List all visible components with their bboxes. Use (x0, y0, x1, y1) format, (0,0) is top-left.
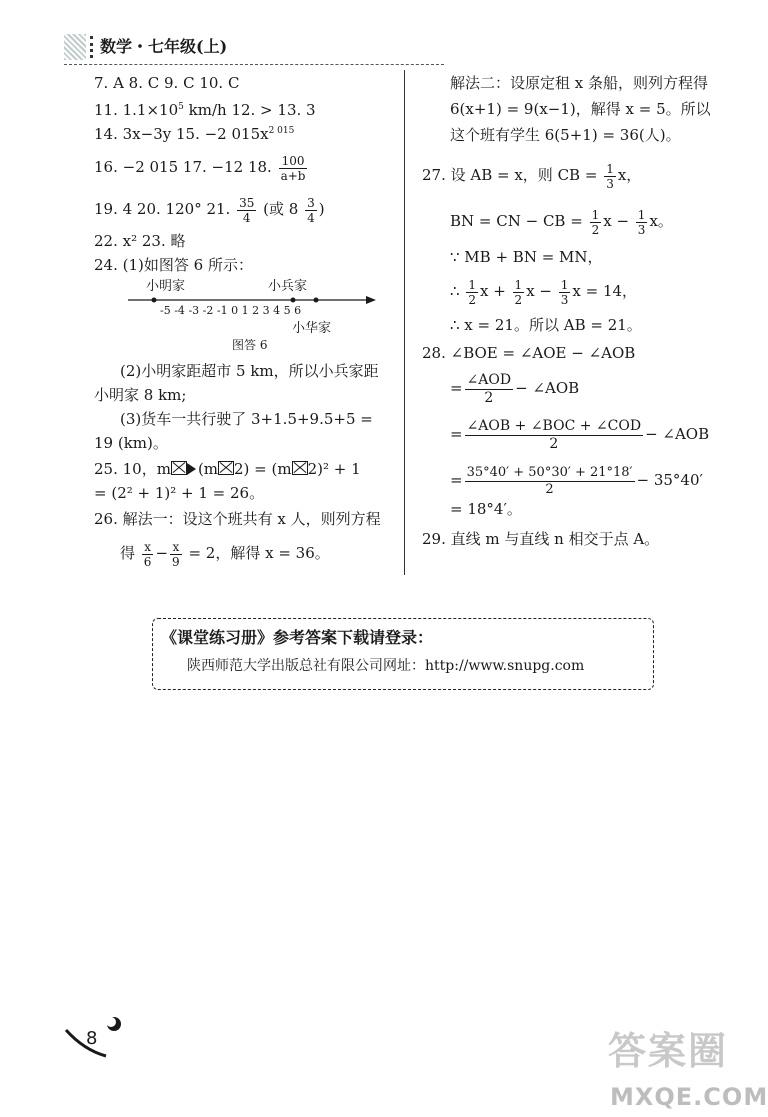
answer-line-22-23: 22. x² 23. 略 (94, 232, 186, 250)
answer-27-line5: ∴ x = 21。所以 AB = 21。 (450, 316, 642, 334)
fraction-den: 9 (172, 554, 180, 569)
answer-24-part3: (3)货车一共行驶了 3+1.5+9.5+5 = (120, 410, 373, 428)
answer-line-19-21 (94, 192, 325, 226)
fraction-num: 1 (591, 207, 600, 222)
tick-label: -5 (160, 304, 171, 317)
fraction-num: x (142, 540, 154, 555)
answer-24-part3-cont: 19 (km)。 (94, 434, 168, 452)
answer-line-25 (94, 458, 361, 480)
tick-label: 5 (283, 304, 291, 317)
fraction-1-2 (513, 278, 525, 307)
answer-27-minus2: x − (526, 282, 552, 300)
answer-25-a: 25. 10，m (94, 460, 171, 478)
answer-line-26-cont: 得 $\frac{x}{6}$ − $\frac{x}{9}$ = 2，解得 x = 36。 (120, 539, 330, 569)
answer-27-a: 27. 设 AB = x，则 CB = (422, 166, 598, 184)
tick-label: 1 (241, 304, 249, 317)
answer-26-method2-line3: 这个班有学生 6(5+1) = 36(人)。 (450, 126, 681, 144)
fraction-den: 2 (545, 481, 554, 497)
fraction-1-3 (604, 162, 616, 191)
answer-25-d: 2)² + 1 (307, 460, 361, 478)
answer-27-line2 (450, 204, 673, 238)
answer-25-c: 2) = (m (234, 460, 292, 478)
fraction-x-6 (142, 540, 154, 569)
tick-label: 0 (231, 304, 239, 317)
fraction-den: 3 (560, 292, 569, 307)
answer-line-14-15 (94, 120, 294, 145)
answer-19-21-text: 19. 4 20. 120° 21. (94, 200, 231, 218)
answer-15-exp: 2 015 (268, 126, 295, 136)
header-rule (64, 64, 444, 65)
fraction-aod-2 (465, 372, 514, 407)
answer-12-13-text: km/h 12. > 13. 3 (183, 101, 316, 119)
answer-24-part2-cont: 小明家 8 km; (94, 386, 187, 404)
answer-27-end: x。 (649, 212, 673, 230)
answer-28-line1: 28. ∠BOE = ∠AOE − ∠AOB (422, 344, 636, 362)
answer-line-24: 24. (1)如图答 6 所示： (94, 256, 253, 274)
header-title: 数学・七年级(上) (100, 37, 228, 56)
fraction-21-alt-num: 3 (307, 195, 315, 210)
answer-27-line1 (422, 158, 641, 192)
tick-label: 2 (252, 304, 260, 317)
answer-29: 29. 直线 m 与直线 n 相交于点 A。 (422, 530, 660, 548)
answer-line-7-10: 7. A 8. C 9. C 10. C (94, 74, 240, 92)
fraction-num: ∠AOB + ∠BOC + ∠COD (466, 417, 642, 434)
answer-26-solution: = 2，解得 x = 36。 (188, 544, 330, 562)
therefore-symbol: ∴ (450, 282, 460, 300)
answer-24-part2: (2)小明家距超市 5 km，所以小兵家距 (120, 362, 379, 380)
page-number: 8 (86, 1028, 98, 1049)
header-ornament (64, 34, 86, 60)
fraction-1-3 (559, 278, 571, 307)
tick-label: 4 (273, 304, 281, 317)
tick-label: -3 (188, 304, 200, 317)
answer-27-plus: x + (479, 282, 506, 300)
fraction-21-num: 35 (239, 195, 255, 210)
answer-27-line3: ∵ MB + BN = MN， (450, 248, 603, 266)
fraction-den: 3 (606, 176, 614, 191)
fraction-den: 6 (143, 554, 152, 569)
watermark-logo: 答案圈 (608, 1029, 729, 1073)
triangle-operator-icon (187, 463, 196, 475)
answer-28-line3: = $\frac{\text{∠AOB + ∠BOC + ∠COD}}{2}$ − ∠AOB (450, 417, 710, 452)
answer-27-eq: x = 14， (572, 282, 638, 300)
answer-28-line5: = 18°4′。 (450, 500, 522, 518)
answer-line-11-13 (94, 96, 316, 121)
fraction-21-alt-den: 4 (307, 210, 315, 225)
answer-line-25-cont: = (2² + 1)² + 1 = 26。 (94, 484, 265, 502)
label-xiaoming: 小明家 (146, 279, 186, 294)
fraction-18 (279, 154, 308, 183)
answer-line-16-18 (94, 150, 309, 184)
fraction-num: 1 (560, 277, 569, 292)
answer-28-line4: = $\frac{35^\circ 40' + 50^\circ 30' + 21^\circ 18'}{2}$ − 35°40′ (450, 464, 703, 497)
label-xiaohua: 小华家 (292, 321, 332, 336)
fraction-1-3 (636, 208, 648, 237)
fraction-18-num: 100 (279, 154, 308, 169)
answer-28-line2: = $\frac{\text{∠AOD}}{2}$ − ∠AOB (450, 371, 580, 406)
answer-14-15-text: 14. 3x−3y 15. −2 015x (94, 125, 269, 143)
number-line-ticks (160, 300, 301, 322)
tick-label: -4 (174, 304, 185, 317)
column-divider (404, 70, 405, 575)
answer-16-18-text: 16. −2 015 17. −12 18. (94, 158, 272, 176)
fraction-num: 1 (468, 277, 476, 292)
answer-11-exp: 5 (178, 102, 184, 112)
tick-label: 6 (294, 304, 302, 317)
answer-27-b: x， (617, 166, 642, 184)
notice-title: 《课堂练习册》参考答案下载请登录： (161, 628, 434, 647)
fraction-21-alt (305, 196, 317, 225)
fraction-den: 2 (591, 222, 600, 237)
fraction-1-2 (466, 278, 478, 307)
fraction-x-9 (170, 540, 182, 569)
answer-26-method2-line1: 解法二：设原定租 x 条船，则列方程得 (450, 74, 708, 92)
tick-label: -2 (202, 304, 214, 317)
custom-operator-icon (218, 461, 234, 475)
answer-26-method2-line2: 6(x+1) = 9(x−1)，解得 x = 5。所以 (450, 100, 711, 118)
answer-28-minus: − ∠AOB (645, 425, 710, 443)
answer-28-minus: − ∠AOB (515, 379, 580, 397)
answer-27-minus: x − (603, 212, 630, 230)
fraction-angles-2 (465, 418, 643, 453)
answer-27-line4 (450, 274, 637, 308)
notice-url-line[interactable]: 陕西师范大学出版总社有限公司网址：http://www.snupg.com (187, 658, 585, 674)
fraction-num: 1 (637, 207, 646, 222)
fraction-num: ∠AOD (466, 371, 512, 388)
answer-26-de: 得 (120, 544, 136, 562)
custom-operator-icon (292, 461, 308, 475)
answer-21-alt: (或 8 (263, 200, 299, 218)
watermark-url: MXQE.COM (610, 1083, 768, 1111)
fraction-21-den: 4 (242, 210, 251, 225)
fraction-num: 35°40′ + 50°30′ + 21°18′ (466, 464, 633, 480)
tick-label: 3 (262, 304, 270, 317)
header-dots (90, 36, 96, 58)
fraction-den: 2 (514, 292, 523, 307)
answer-21-close: ) (318, 200, 325, 218)
label-xiaobing: 小兵家 (268, 279, 308, 294)
fraction-den: 2 (468, 292, 476, 307)
answer-11-text: 11. 1.1×10 (94, 101, 179, 119)
fraction-1-2 (590, 208, 602, 237)
answer-line-26: 26. 解法一：设这个班共有 x 人，则列方程 (94, 510, 381, 528)
download-notice (152, 618, 654, 690)
answer-27-bn: BN = CN − CB = (450, 212, 583, 230)
fraction-num: 1 (606, 161, 614, 176)
fraction-num: x (170, 540, 182, 555)
fraction-degrees-2 (465, 465, 635, 498)
answer-25-b: (m (197, 460, 219, 478)
fraction-den: 2 (549, 435, 559, 452)
answer-28-minus: − 35°40′ (636, 471, 703, 489)
custom-operator-icon (171, 461, 187, 475)
fraction-den: 2 (484, 389, 494, 406)
fraction-18-den: a+b (280, 168, 306, 183)
fraction-den: 3 (637, 222, 646, 237)
fraction-num: 1 (514, 277, 523, 292)
fraction-21 (237, 196, 256, 225)
figure-caption: 图答 6 (232, 338, 268, 352)
tick-label: -1 (216, 304, 228, 317)
